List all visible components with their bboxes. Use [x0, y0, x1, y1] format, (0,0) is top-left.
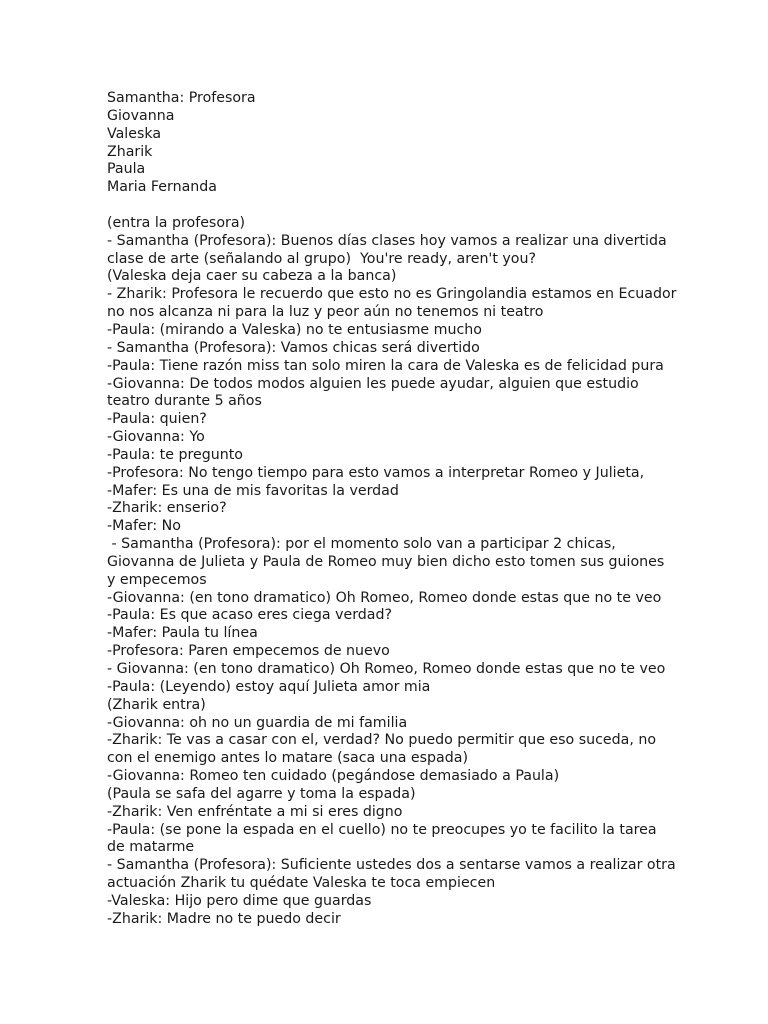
text-line: con el enemigo antes lo matare (saca una espada): [107, 750, 468, 767]
text-line: Giovanna de Julieta y Paula de Romeo muy bien dicho esto tomen sus guiones: [107, 553, 665, 570]
text-line: -Paula: te pregunto: [107, 446, 243, 463]
text-line: (Paula se safa del agarre y toma la espada): [107, 785, 416, 802]
text-line: -Zharik: enserio?: [107, 500, 227, 517]
text-line: -Profesora: Paren empecemos de nuevo: [107, 643, 390, 660]
text-line: -Valeska: Hijo pero dime que guardas: [107, 892, 372, 909]
text-line: (Zharik entra): [107, 696, 206, 713]
text-line: - Zharik: Profesora le recuerdo que esto no es Gringolandia estamos en Ecuador: [107, 286, 677, 303]
text-line: y empecemos: [107, 571, 207, 588]
text-line: -Profesora: No tengo tiempo para esto vamos a interpretar Romeo y Julieta,: [107, 464, 645, 481]
text-line: (Valeska deja caer su cabeza a la banca): [107, 268, 397, 285]
text-line: clase de arte (señalando al grupo) You're ready, aren't you?: [107, 250, 537, 267]
text-line: -Paula: Es que acaso eres ciega verdad?: [107, 607, 393, 624]
text-line: -Giovanna: Romeo ten cuidado (pegándose demasiado a Paula): [107, 768, 560, 785]
text-line: -Mafer: Es una de mis favoritas la verdad: [107, 482, 399, 499]
text-line: -Paula: Tiene razón miss tan solo miren la cara de Valeska es de felicidad pura: [107, 357, 664, 374]
text-line: -Zharik: Te vas a casar con el, verdad? No puedo permitir que eso suceda, no: [107, 732, 657, 749]
text-line: Valeska: [107, 125, 162, 142]
text-line: -Paula: (se pone la espada en el cuello) no te preocupes yo te facilito la tarea: [107, 821, 657, 838]
text-line: Maria Fernanda: [107, 179, 217, 196]
text-line: -Giovanna: (en tono dramatico) Oh Romeo, Romeo donde estas que no te veo: [107, 589, 662, 606]
text-line: actuación Zharik tu quédate Valeska te toca empiecen: [107, 875, 496, 892]
text-line: -Giovanna: Yo: [107, 429, 205, 446]
text-line: -Paula: (mirando a Valeska) no te entusiasme mucho: [107, 321, 482, 338]
text-line: - Samantha (Profesora): Buenos días clases hoy vamos a realizar una divertida: [107, 232, 667, 249]
text-line: - Samantha (Profesora): Suficiente ustedes dos a sentarse vamos a realizar otra: [107, 857, 676, 874]
text-line: -Mafer: No: [107, 518, 181, 535]
text-line: - Samantha (Profesora): por el momento solo van a participar 2 chicas,: [107, 536, 616, 553]
text-line: -Mafer: Paula tu línea: [107, 625, 258, 642]
text-line: Samantha: Profesora: [107, 90, 256, 106]
text-line: -Paula: quien?: [107, 411, 207, 428]
text-line: no nos alcanza ni para la luz y peor aún no tenemos ni teatro: [107, 304, 544, 321]
text-line: -Giovanna: De todos modos alguien les puede ayudar, alguien que estudio: [107, 375, 639, 392]
text-line: de matarme: [107, 839, 195, 856]
text-line: Paula: [107, 161, 146, 178]
text-line: - Samantha (Profesora): Vamos chicas será divertido: [107, 339, 480, 356]
text-line: -Giovanna: oh no un guardia de mi familia: [107, 714, 408, 731]
script-text: [107, 90, 707, 929]
text-line: -Zharik: Madre no te puedo decir: [107, 910, 341, 927]
text-line: Zharik: [107, 143, 153, 160]
text-line: (entra la profesora): [107, 214, 246, 231]
blank-line: [107, 197, 707, 215]
text-line: -Paula: (Leyendo) estoy aquí Julieta amor mia: [107, 678, 431, 695]
text-line: - Giovanna: (en tono dramatico) Oh Romeo, Romeo donde estas que no te veo: [107, 661, 666, 677]
text-line: -Zharik: Ven enfréntate a mi si eres digno: [107, 803, 403, 820]
text-line: Giovanna: [107, 107, 175, 124]
text-line: teatro durante 5 años: [107, 393, 262, 410]
